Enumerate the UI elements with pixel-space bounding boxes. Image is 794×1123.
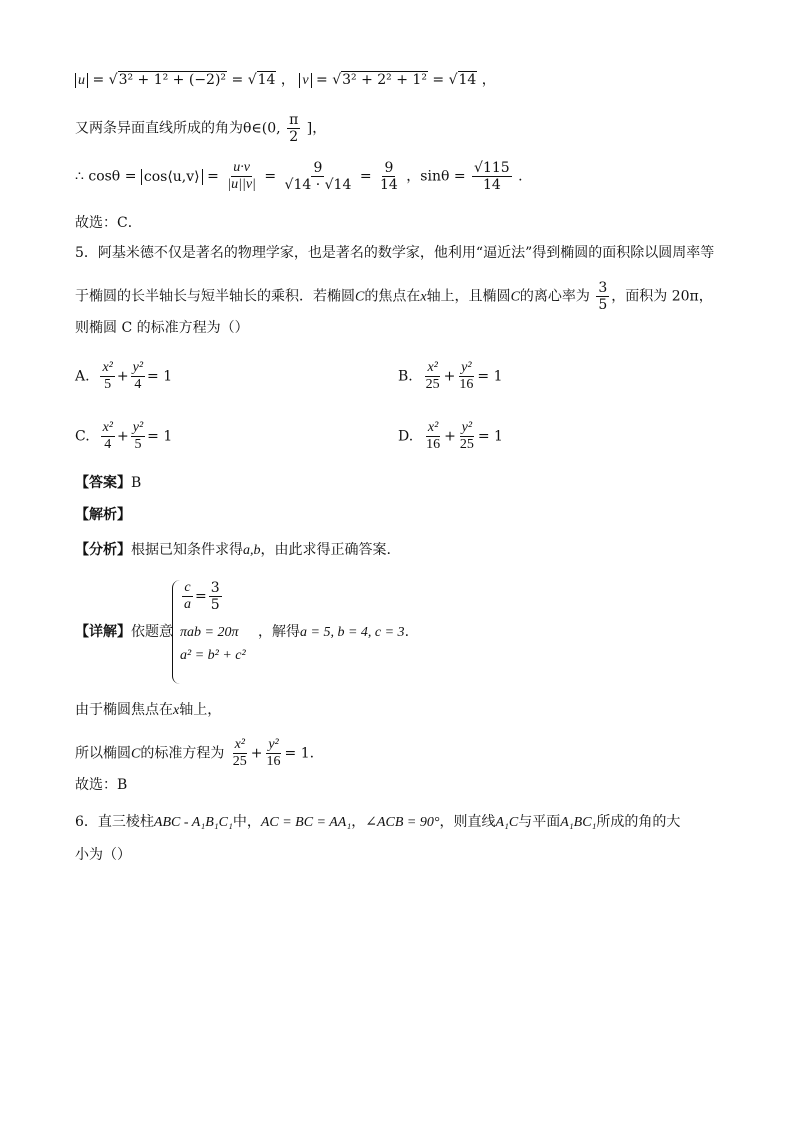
eq: = <box>92 72 105 88</box>
var-c2: C <box>510 289 520 305</box>
xiangjie-tag: 【详解】 <box>75 624 131 640</box>
den: a <box>184 597 191 612</box>
var-x: x <box>420 289 427 305</box>
frac4-num: √115 <box>474 160 510 176</box>
vec-v-abs <box>299 73 311 88</box>
q5-text-2d: 的离心率为 <box>519 288 590 305</box>
choose-b-line <box>75 775 127 795</box>
var-c: C <box>355 289 365 305</box>
answer-line <box>75 473 141 493</box>
frac-b1 <box>424 360 442 393</box>
q5-text-2a: 于椭圆的长半轴长与短半轴长的乘积．若椭圆 <box>75 288 355 305</box>
vec-u-abs <box>75 73 88 88</box>
frac-a2 <box>131 360 145 393</box>
option-d-label: D. <box>398 428 414 445</box>
std-rhs: = 1. <box>284 745 315 762</box>
q5-text-2b: 的焦点在 <box>364 288 421 305</box>
std-pre: 所以椭圆 <box>75 745 131 762</box>
frac4 <box>472 160 512 193</box>
q6-prism: ABC - A₁B₁C₁ <box>153 815 233 830</box>
num: x² <box>427 420 439 435</box>
val-u: 14 <box>257 72 276 88</box>
fenxi-line <box>75 540 391 561</box>
num: x² <box>102 420 113 435</box>
angle-range-line <box>75 112 326 145</box>
sys3: a² = b² + c² <box>180 648 246 663</box>
answer-value: B <box>131 475 142 491</box>
q6-mid2: ，则直线 <box>439 814 496 830</box>
cos-end: . <box>518 168 523 185</box>
standard-eq-line: 所以椭圆C的标准方程为 $\frac{\text{x²}}{25}$ + $\frac{\text{y²}}{16}$ = 1. <box>75 737 315 769</box>
var-x: x <box>173 703 180 718</box>
sin-label: ，sinθ = <box>406 168 466 185</box>
q6-line-1 <box>75 812 680 833</box>
expr-v: 3² + 2² + 1² <box>342 72 427 88</box>
num: y² <box>132 360 144 375</box>
val-v: 14 <box>458 72 477 88</box>
cos-abs <box>141 169 203 185</box>
den: 25 <box>232 754 247 769</box>
answer-tag: 【答案】 <box>75 475 131 491</box>
focus-line <box>75 700 221 721</box>
fenxi-end: ，由此求得正确答案. <box>260 542 391 558</box>
analysis-tag: 【解析】 <box>75 507 131 523</box>
eq: = <box>195 588 207 605</box>
q6-plane: A₁BC₁ <box>560 815 597 830</box>
frac-b2 <box>457 360 475 393</box>
solve-values: a = 5, b = 4, c = 3 <box>300 625 405 640</box>
system-eq-3 <box>180 648 246 664</box>
option-c-label: C. <box>75 428 90 445</box>
eq: = <box>316 72 328 88</box>
num: x² <box>102 360 113 375</box>
expr-u: 3² + 1² + (−2)² <box>118 72 227 88</box>
rhs: = 1 <box>147 428 173 445</box>
q6-line: A₁C <box>495 815 519 830</box>
q6-text-2: 小为（） <box>75 847 131 863</box>
option-c: C. $\frac{\text{x²}}{4}$ + $\frac{\text{y²}}{5}$ = 1 <box>75 420 173 452</box>
std-frac1 <box>231 737 249 770</box>
fenxi-vars: a,b <box>243 543 261 558</box>
option-a-label: A. <box>75 368 90 385</box>
frac-a1 <box>100 360 114 393</box>
frac3 <box>378 160 400 193</box>
choose-c-line <box>75 213 142 233</box>
sys2: πab = 20π <box>180 625 239 640</box>
rhs: = 1 <box>477 368 503 385</box>
comma: ， <box>280 72 295 88</box>
q5-text-2e: ，面积为 20π， <box>611 288 713 305</box>
sqrt-v: √3² + 2² + 1² <box>332 72 427 88</box>
sqrt-14b: √14 <box>448 72 477 88</box>
ecc-den: 5 <box>598 297 608 313</box>
q5-text-2c: 轴上，且椭圆 <box>426 288 511 305</box>
frac2-num: 9 <box>313 160 323 176</box>
frac1 <box>225 160 258 193</box>
q6-mid: 中， <box>232 814 261 830</box>
den: 16 <box>266 754 281 769</box>
den: 4 <box>104 437 112 452</box>
frac1-num: u·v <box>233 160 250 175</box>
q6-pre: 6．直三棱柱 <box>75 814 154 830</box>
q6-end: 所成的角的大 <box>596 814 681 830</box>
vec-u: u <box>78 73 85 88</box>
solve-text: ，解得 <box>258 624 300 640</box>
xiangjie-line <box>75 622 173 642</box>
std-frac2 <box>265 737 283 770</box>
q5-text-3: 则椭圆 C 的标准方程为（） <box>75 320 249 336</box>
q5-line-1 <box>75 243 714 263</box>
angle-text: 又两条异面直线所成的角为θ∈(0, <box>75 120 281 137</box>
ecc-num: 3 <box>598 280 608 296</box>
option-a: A. $\frac{\text{x²}}{5}$ + $\frac{\text{y²}}{4}$ = 1 <box>75 360 173 392</box>
rhs: = 1 <box>477 428 503 445</box>
frac-den: 2 <box>289 129 299 145</box>
cos-prefix: ∴ cosθ = <box>75 168 137 185</box>
fenxi-tag: 【分析】 <box>75 542 131 558</box>
cos-line: ∴ cosθ = cos⟨u,v⟩ = $\frac{u\cdot v}{|u||v|}$ = $\frac{9}{√14 \cdot √14}$ = $\frac{9}{14}$ ，sinθ = $\frac{√115}{14}$ . <box>75 160 523 193</box>
eq: = <box>231 72 244 88</box>
den: 25 <box>459 437 474 452</box>
num: y² <box>461 420 473 435</box>
num: y² <box>268 737 279 752</box>
q6-sep: ， <box>351 814 366 830</box>
den: 16 <box>426 437 441 452</box>
frac-c2 <box>131 420 145 453</box>
std-mid: 的标准方程为 <box>140 745 225 762</box>
q5-text-1: 5．阿基米德不仅是著名的物理学家，也是著名的数学家，他利用“逼近法”得到椭圆的面积除以圆周率等 <box>75 245 715 261</box>
eq: = <box>432 72 445 88</box>
cos-inner: cos⟨u,v⟩ <box>143 168 200 185</box>
c-over-a <box>182 580 193 613</box>
q5-line-2 <box>75 280 713 313</box>
num: c <box>184 580 191 595</box>
var-c: C <box>131 746 141 762</box>
frac2-den: √14 · √14 <box>284 177 352 193</box>
angle-close: ]， <box>306 120 327 137</box>
option-b-label: B. <box>398 368 413 385</box>
fenxi-text: 根据已知条件求得 <box>131 542 243 558</box>
magnitude-line <box>75 70 496 91</box>
den: 16 <box>459 377 474 392</box>
system-eq-2 <box>180 625 238 641</box>
choose-b: 故选：B <box>75 777 128 793</box>
frac-d1 <box>424 420 442 453</box>
den: 25 <box>425 377 440 392</box>
frac4-den: 14 <box>482 177 501 193</box>
num: y² <box>132 420 144 435</box>
vec-v: v <box>302 73 309 88</box>
den: 5 <box>210 597 220 613</box>
num: 3 <box>210 580 220 596</box>
solve-line <box>258 622 409 643</box>
q6-line-2 <box>75 845 131 865</box>
focus-pre: 由于椭圆焦点在 <box>75 702 173 718</box>
choose-c: 故选：C． <box>75 215 142 231</box>
den: 4 <box>134 377 142 392</box>
pi-over-2 <box>287 112 300 145</box>
num: x² <box>234 737 245 752</box>
sqrt-u: √3² + 1² + (−2)² <box>108 72 227 88</box>
frac2 <box>283 160 354 193</box>
solve-end: . <box>404 624 410 640</box>
eccentricity-frac <box>596 280 609 313</box>
rhs: = 1 <box>147 368 173 385</box>
num: x² <box>427 360 438 375</box>
frac3-den: 14 <box>380 177 398 193</box>
den: 5 <box>104 377 112 392</box>
focus-end: 轴上， <box>179 702 222 718</box>
num: y² <box>461 360 472 375</box>
three-fifths <box>209 580 222 613</box>
option-b: B. $\frac{\text{x²}}{25}$ + $\frac{\text{y²}}{16}$ = 1 <box>398 360 503 392</box>
sqrt-14: √14 <box>247 72 276 88</box>
q6-angle: ∠ACB = 90° <box>365 815 440 830</box>
xiangjie-text: 依题意 <box>131 624 173 640</box>
q6-eq: AC = BC = AA₁ <box>260 815 352 830</box>
analysis-line <box>75 505 131 525</box>
q5-line-3 <box>75 318 249 338</box>
system-eq-1 <box>180 580 224 613</box>
frac-d2 <box>458 420 476 453</box>
frac3-num: 9 <box>384 160 394 176</box>
frac-num: π <box>289 112 299 128</box>
den: 5 <box>134 437 142 452</box>
q6-mid3: 与平面 <box>518 814 561 830</box>
tail: ， <box>481 72 496 88</box>
option-d: D. $\frac{\text{x²}}{16}$ + $\frac{\text{y²}}{25}$ = 1 <box>398 420 503 452</box>
frac1-den: |u||v| <box>227 177 256 192</box>
frac-c1 <box>101 420 115 453</box>
